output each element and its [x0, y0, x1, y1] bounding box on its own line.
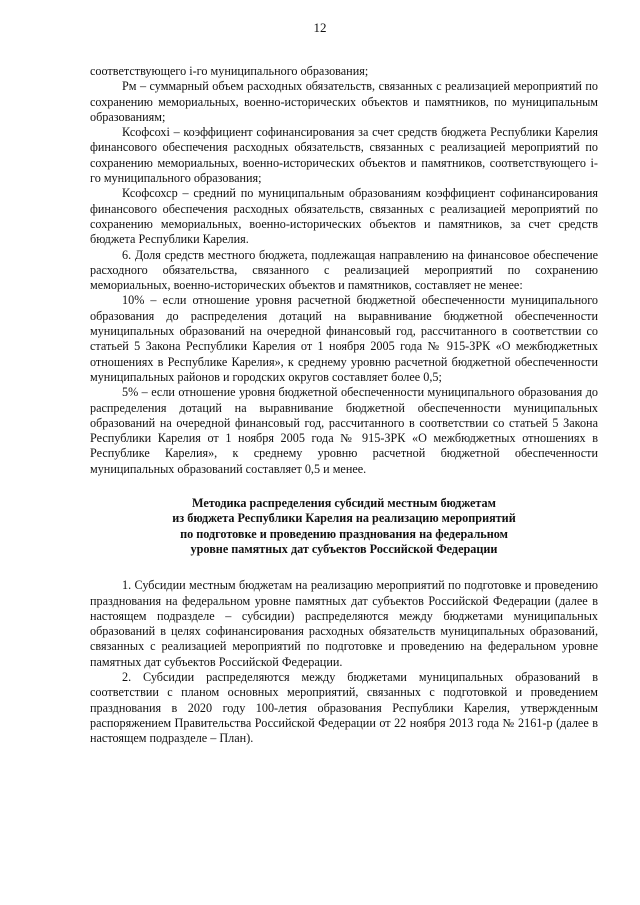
paragraph-item-6: 6. Доля средств местного бюджета, подлежащая направлению на финансовое обеспечение расходного обязательства, связанного с реализацией мероприятий по сохранению мемориальных, военно-исторических объектов и памятников, составляет не менее: [90, 247, 598, 293]
page-number: 12 [313, 20, 327, 35]
document-body [90, 64, 598, 746]
section-heading-line: Методика распределения субсидий местным бюджетам [192, 496, 496, 511]
paragraph-definition-ksofsokh-sr: Ксофсохср – средний по муниципальным образованиям коэффициент софинансирования финансового обеспечения расходных обязательств, связанных с реализацией мероприятий по сохранению мемориальных, военно-исторических объектов и памятников, за счет средств бюджета Республики Карелия. [90, 186, 598, 247]
paragraph-definition-rm: Рм – суммарный объем расходных обязательств, связанных с реализацией мероприятий по сохранению мемориальных, военно-исторических объектов и памятников, по муниципальным образованиям; [90, 79, 598, 124]
section-heading [90, 496, 598, 557]
paragraph-item-2: 2. Субсидии распределяются между бюджетами муниципальных образований в соответствии с планом основных мероприятий, связанных с подготовкой и проведением празднования в 2020 году 100-летия образования Республики Карелия, утвержденным распоряжением Правительства Российской Федерации от 22 ноября 2013 года № 2161-р (далее в настоящем подразделе – План). [90, 669, 598, 746]
section-heading-line: уровне памятных дат субъектов Российской Федерации [190, 541, 498, 556]
paragraph-definition-ksofsokh-i: Ксофсохi – коэффициент софинансирования за счет средств бюджета Республики Карелия финансового обеспечения расходных обязательств, связанных с реализацией мероприятий по сохранению мемориальных, военно-исторических объектов и памятников, соответствующего i-го муниципального образования; [90, 125, 598, 186]
paragraph-ten-percent: 10% – если отношение уровня расчетной бюджетной обеспеченности муниципального образования до распределения дотаций на выравнивание бюджетной обеспеченности муниципальных образований на очередной финансовый год, рассчитанного в соответствии со статьей 5 Закона Республики Карелия от 1 ноября 2005 года № 915-ЗРК «О межбюджетных отношениях в Республике Карелия», к среднему уровню расчетной бюджетной обеспеченности муниципальных районов и городских округов составляет более 0,5; [90, 293, 598, 384]
paragraph-item-1: 1. Субсидии местным бюджетам на реализацию мероприятий по подготовке и проведению празднования на федеральном уровне памятных дат субъектов Российской Федерации (далее в настоящем подразделе – субсидии) распределяются между бюджетами муниципальных образований в целях софинансирования расходных обязательств муниципальных образований, связанных с реализацией мероприятий по подготовке и проведению на федеральном уровне памятных дат субъектов Российской Федерации. [90, 578, 598, 669]
paragraph-five-percent: 5% – если отношение уровня бюджетной обеспеченности муниципального образования до распределения дотаций на выравнивание бюджетной обеспеченности муниципальных образований на очередной финансовый год, рассчитанного в соответствии со статьей 5 Закона Республики Карелия от 1 ноября 2005 года № 915-ЗРК «О межбюджетных отношениях в Республике Карелия», к среднему уровню расчетной бюджетной обеспеченности муниципальных образований составляет 0,5 и менее. [90, 385, 598, 476]
section-heading-line: из бюджета Республики Карелия на реализацию мероприятий [172, 511, 516, 526]
paragraph-continuation: соответствующего i-го муниципального образования; [90, 64, 369, 78]
section-heading-line: по подготовке и проведению празднования на федеральном [180, 526, 508, 541]
